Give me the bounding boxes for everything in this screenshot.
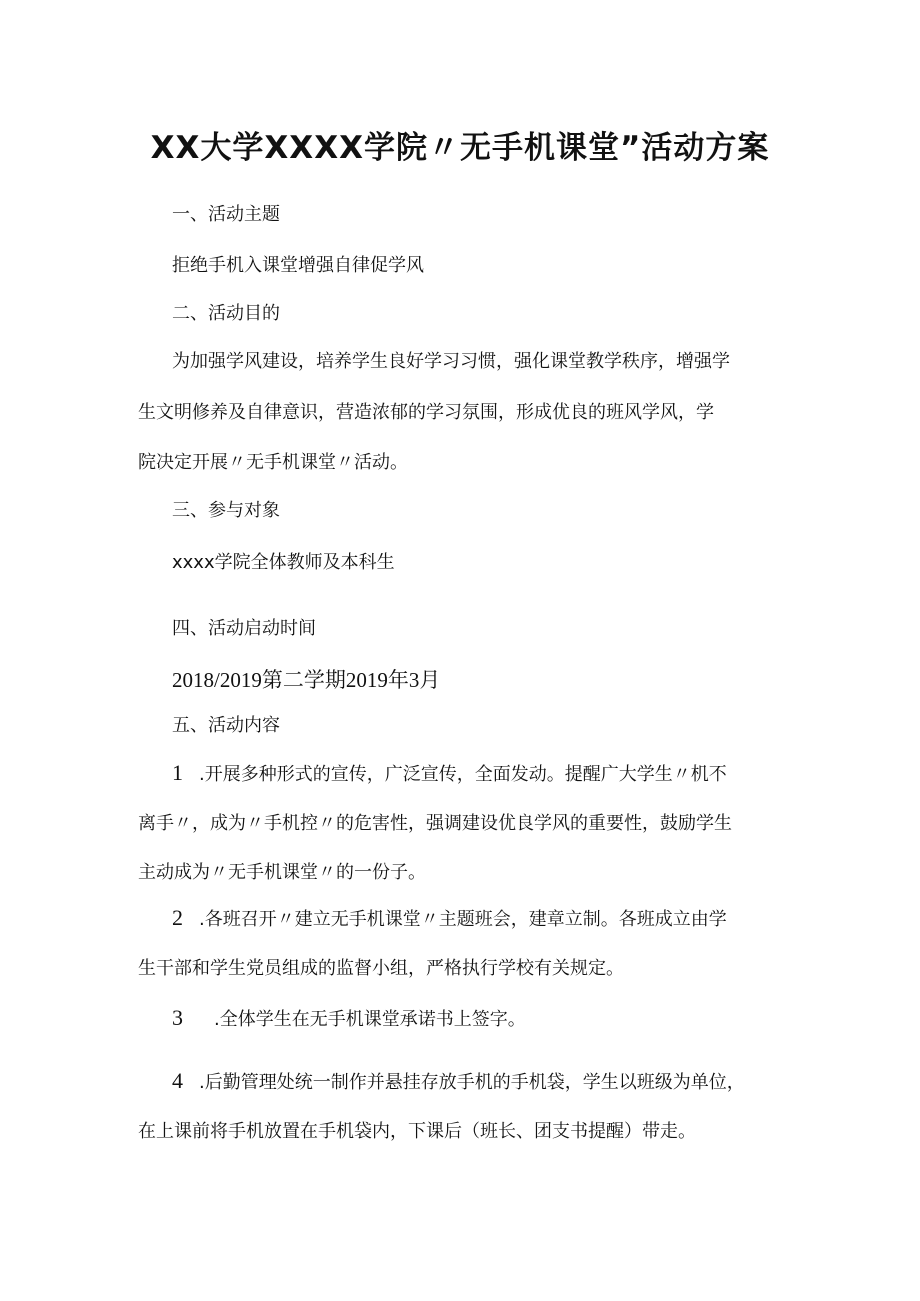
paragraph-line: 生文明修养及自律意识，营造浓郁的学习氛围，形成优良的班风学风，学 [138,402,714,423]
paragraph-line: 为加强学风建设，培养学生良好学习习惯，强化课堂教学秩序，增强学 [172,351,730,372]
section-heading-theme: 一、活动主题 [172,204,280,225]
paragraph-line: 院决定开展〃无手机课堂〃活动。 [138,452,408,473]
list-item-line: 离手〃，成为〃手机控〃的危害性，强调建设优良学风的重要性，鼓励学生 [138,813,732,834]
section-heading-purpose: 二、活动目的 [172,303,280,324]
section-heading-participants: 三、参与对象 [172,500,280,521]
section-body-theme: 拒绝手机入课堂增强自律促学风 [172,255,424,276]
section-heading-content: 五、活动内容 [172,715,280,736]
document-title: XX大学XXXX学院〃无手机课堂”活动方案 [150,130,770,166]
list-item-line: 生干部和学生党员组成的监督小组，严格执行学校有关规定。 [138,958,624,979]
section-body-start-time: 2018/2019第二学期2019年3月 [172,668,441,692]
list-item-line: 主动成为〃无手机课堂〃的一份子。 [138,862,426,883]
list-item-line: .各班召开〃建立无手机课堂〃主题班会，建章立制。各班成立由学 [199,909,727,930]
list-item-line: .全体学生在无手机课堂承诺书上签字。 [214,1009,526,1030]
section-body-participants: xxxx学院全体教师及本科生 [172,552,395,573]
list-item-line: .开展多种形式的宣传，广泛宣传，全面发动。提醒广大学生〃机不 [199,764,727,785]
list-item-line: .后勤管理处统一制作并悬挂存放手机的手机袋，学生以班级为单位， [199,1072,745,1093]
list-item-number: 1 [172,760,183,785]
section-heading-start-time: 四、活动启动时间 [172,618,316,639]
list-item-number: 2 [172,905,183,930]
list-item-number: 3 [172,1005,183,1030]
list-item-number: 4 [172,1068,183,1093]
list-item-line: 在上课前将手机放置在手机袋内，下课后（班长、团支书提醒）带走。 [138,1121,696,1142]
